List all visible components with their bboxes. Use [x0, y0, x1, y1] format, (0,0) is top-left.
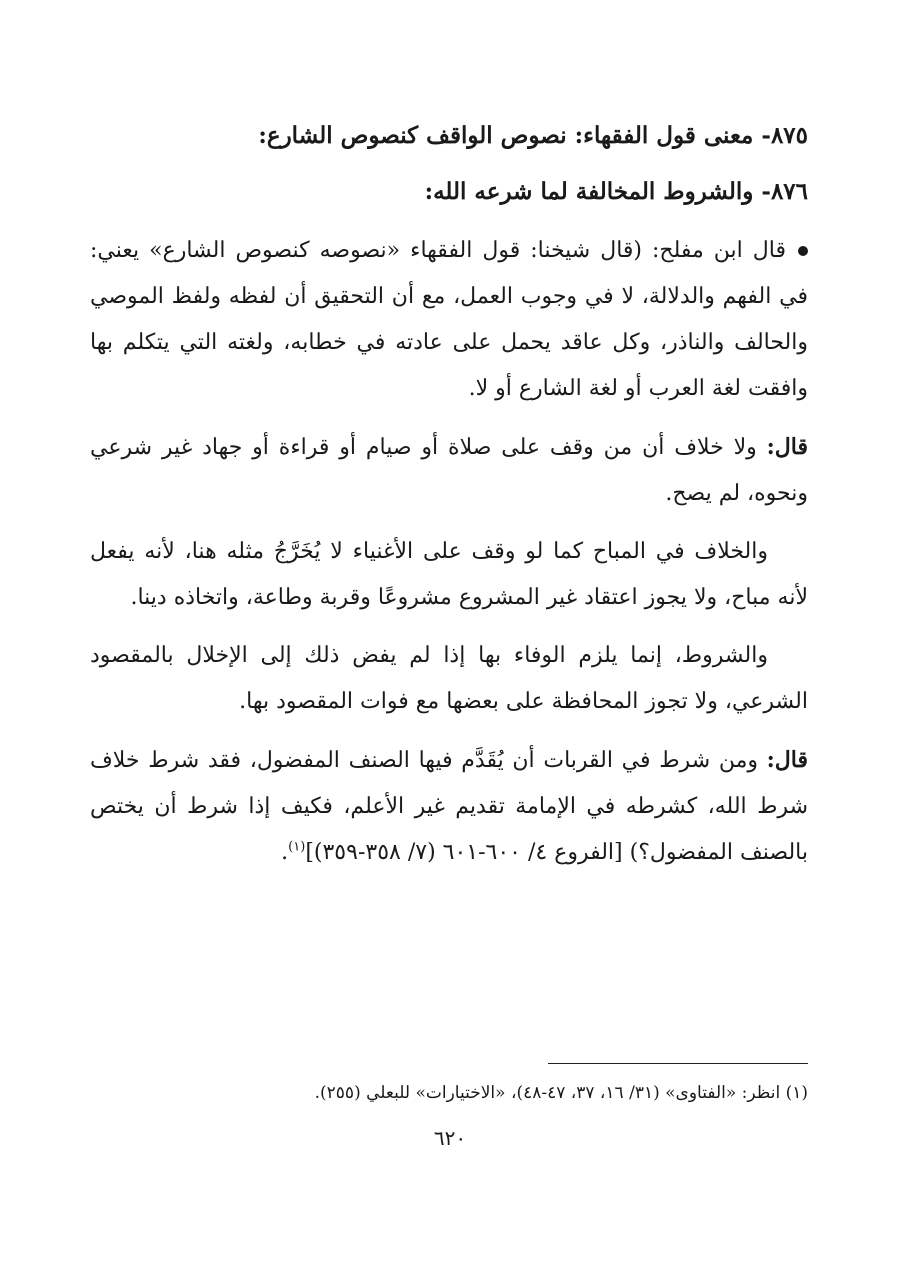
heading-875: ٨٧٥- معنى قول الفقهاء: نصوص الواقف كنصوص الشارع: — [258, 122, 808, 149]
page-body — [90, 108, 808, 888]
paragraph-text: قال ابن مفلح: (قال شيخنا: قول الفقهاء «نصوصه كنصوص الشارع» يعني: في الفهم والدلالة، لا في وجوب العمل، مع أن التحقيق أن لفظه ولفظ الموصي والحالف والناذر، وكل عاقد يحمل على عادته في خطابه، ولغته التي يتكلم بها وافقت لغة العرب أو لغة الشارع أو لا. — [90, 238, 808, 401]
paragraph-mubah-dispute: والخلاف في المباح كما لو وقف على الأغنياء لا يُخَرَّجُ مثله هنا، لأنه يفعل لأنه مباح، ولا يجوز اعتقاد غير المشروع مشروعًا وقربة وطاعة، واتخاذه دينا. — [90, 539, 808, 610]
paragraph-end-mark: . — [281, 840, 289, 865]
paragraph-lead-word: قال: — [766, 434, 808, 460]
paragraph-ibn-muflih-quote — [90, 228, 808, 412]
footnote: (١) انظر: «الفتاوى» (٣١/ ١٦، ٣٧، ٤٧-٤٨)، «الاختيارات» للبعلي (٢٥٥). — [314, 1083, 808, 1103]
paragraph-qurubat — [90, 737, 808, 876]
page-number: ٦٢٠ — [433, 1126, 467, 1150]
paragraph-text: ولا خلاف أن من وقف على صلاة أو صيام أو قراءة أو جهاد غير شرعي ونحوه، لم يصح. — [90, 435, 808, 506]
paragraph-conditions: والشروط، إنما يلزم الوفاء بها إذا لم يفض ذلك إلى الإخلال بالمقصود الشرعي، ولا تجوز المحافظة على بعضها مع فوات المقصود بها. — [90, 643, 808, 714]
heading-876: ٨٧٦- والشروط المخالفة لما شرعه الله: — [424, 178, 808, 205]
paragraph-no-dispute — [90, 424, 808, 517]
paragraph-text: ومن شرط في القربات أن يُقَدَّم فيها الصنف المفضول، فقد شرط خلاف شرط الله، كشرطه في الإمامة تقديم غير الأعلم، فكيف إذا شرط أن يختص بالصنف المفضول؟) [الفروع ٤/ ٦٠٠-٦٠١ (٧/ ٣٥٨-٣٥٩)] — [90, 748, 808, 865]
footnote-reference: (١) — [288, 839, 306, 855]
footnote-divider — [548, 1063, 808, 1064]
bullet-icon — [798, 246, 808, 256]
paragraph-lead-word: قال: — [766, 747, 808, 773]
